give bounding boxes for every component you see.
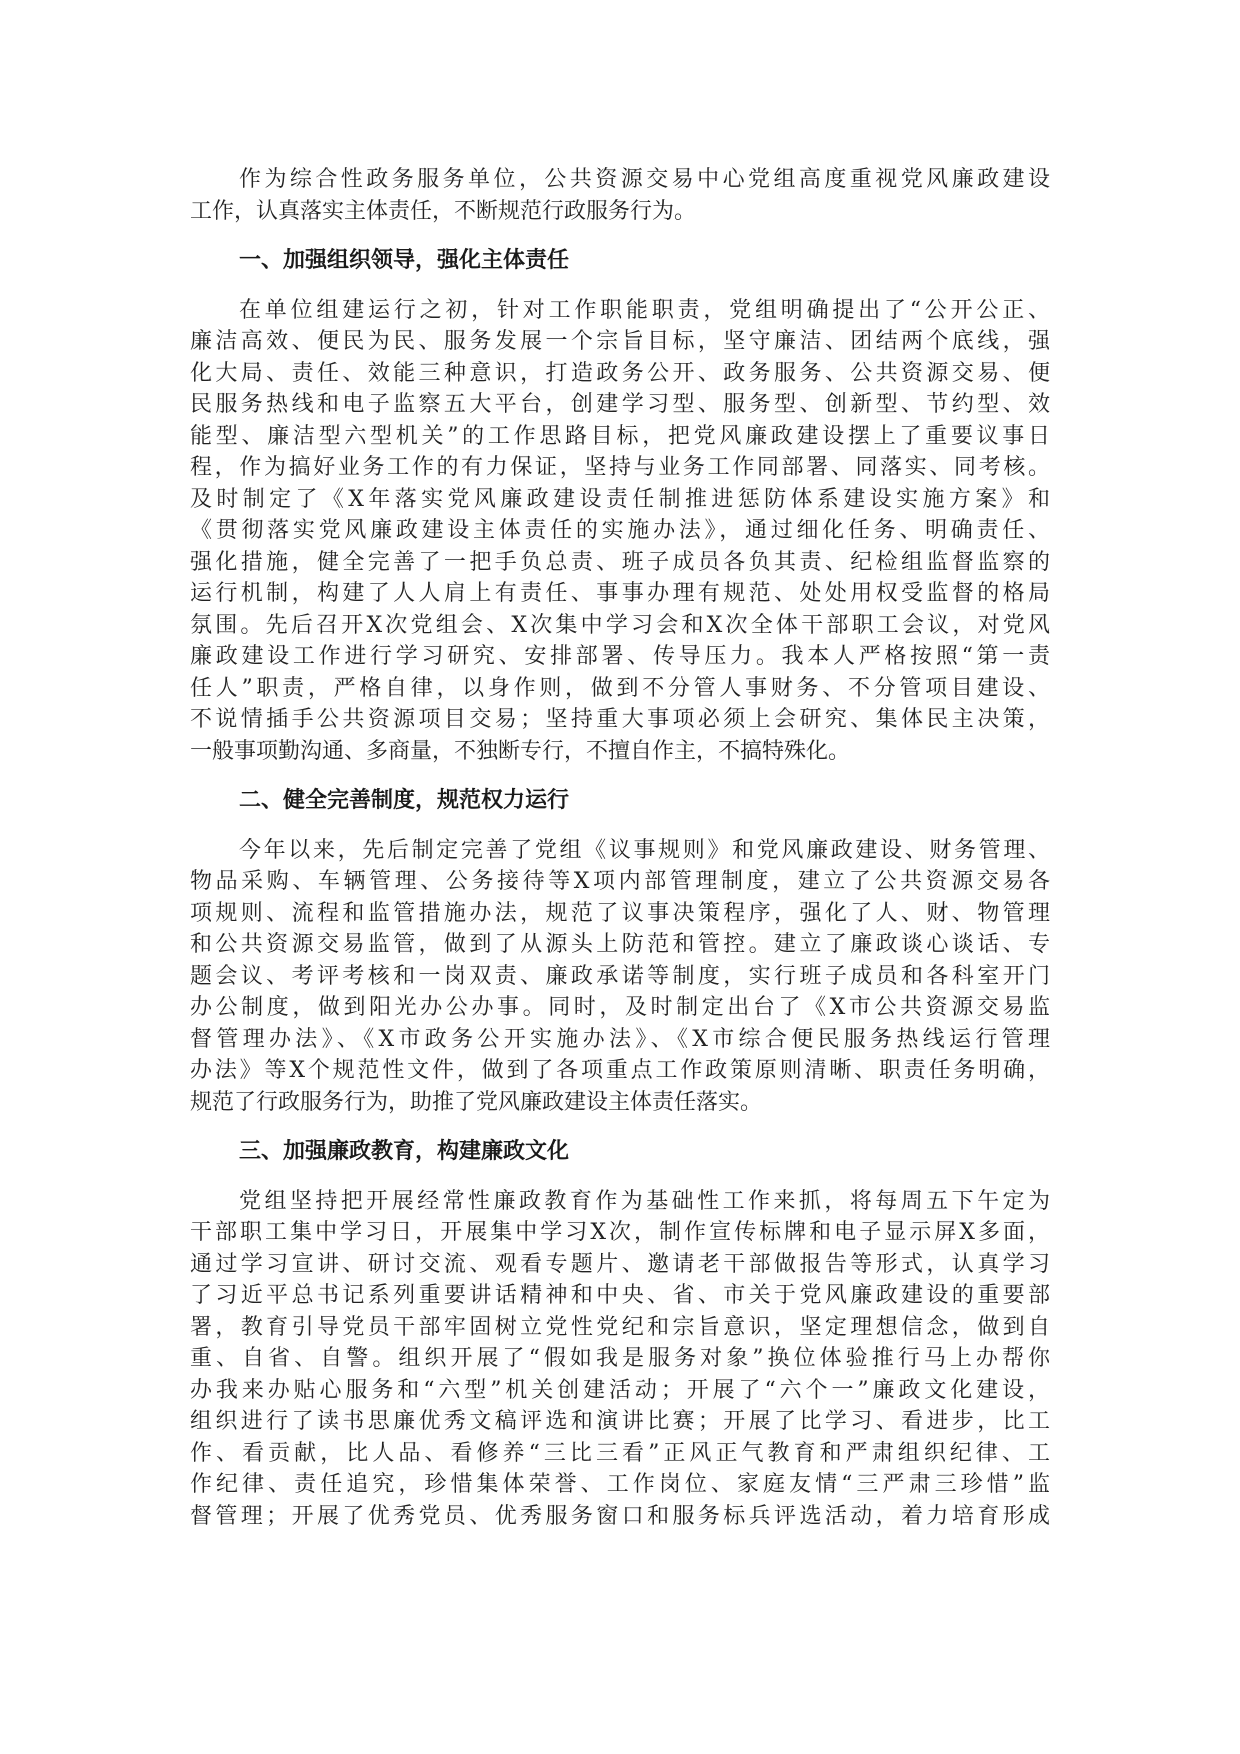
text-line: 党组坚持把开展经常性廉政教育作为基础性工作来抓，将每周五下午定为	[239, 1188, 1050, 1214]
section-heading: 二、健全完善制度，规范权力运行	[239, 788, 570, 813]
text-line: 氛围。先后召开X次党组会、X次集中学习会和X次全体干部职工会议，对党风	[190, 612, 1050, 638]
text-line: 一般事项勤沟通、多商量，不独断专行，不擅自作主，不搞特殊化。	[190, 738, 851, 764]
text-line: 在单位组建运行之初，针对工作职能职责，党组明确提出了“公开公正、	[239, 297, 1050, 323]
text-line: 办我来办贴心服务和“六型”机关创建活动；开展了“六个一”廉政文化建设，	[190, 1377, 1050, 1403]
text-line: 重、自省、自警。组织开展了“假如我是服务对象”换位体验推行马上办帮你	[190, 1346, 1050, 1371]
text-line: 廉政建设工作进行学习研究、安排部署、传导压力。我本人严格按照“第一责	[190, 644, 1050, 669]
text-line: 项规则、流程和监管措施办法，规范了议事决策程序，强化了人、财、物管理	[190, 900, 1050, 926]
text-line: 能型、廉洁型六型机关”的工作思路目标，把党风廉政建设摆上了重要议事日	[190, 423, 1050, 449]
text-line: 强化措施，健全完善了一把手负总责、班子成员各负其责、纪检组监督监察的	[190, 549, 1050, 575]
section-heading: 三、加强廉政教育，构建廉政文化	[239, 1139, 570, 1164]
text-line: 规范了行政服务行为，助推了党风廉政建设主体责任落实。	[190, 1089, 763, 1115]
section-paragraph	[190, 1186, 1050, 1533]
text-line: 作、看贡献，比人品、看修养“三比三看”正风正气教育和严肃组织纪律、工	[190, 1440, 1050, 1466]
text-line: 不说情插手公共资源项目交易；坚持重大事项必须上会研究、集体民主决策，	[190, 707, 1050, 732]
text-line: 任人”职责，严格自律，以身作则，做到不分管人事财务、不分管项目建设、	[190, 675, 1050, 701]
text-line: 和公共资源交易监管，做到了从源头上防范和管控。建立了廉政谈心谈话、专	[190, 932, 1050, 957]
text-line: 督管理；开展了优秀党员、优秀服务窗口和服务标兵评选活动，着力培育形成	[190, 1503, 1050, 1529]
text-line: 署，教育引导党员干部牢固树立党性党纪和宗旨意识，坚定理想信念，做到自	[190, 1314, 1050, 1340]
text-line: 干部职工集中学习日，开展集中学习X次，制作宣传标牌和电子显示屏X多面，	[190, 1220, 1050, 1245]
text-line: 物品采购、车辆管理、公务接待等X项内部管理制度，建立了公共资源交易各	[190, 869, 1050, 894]
text-line: 组织进行了读书思廉优秀文稿评选和演讲比赛；开展了比学习、看进步，比工	[190, 1409, 1050, 1434]
text-line: 办法》等X个规范性文件，做到了各项重点工作政策原则清晰、职责任务明确，	[190, 1058, 1050, 1083]
text-line: 运行机制，构建了人人肩上有责任、事事办理有规范、处处用权受监督的格局	[190, 581, 1050, 606]
section-paragraph	[190, 835, 1050, 1119]
text-line: 今年以来，先后制定完善了党组《议事规则》和党风廉政建设、财务管理、	[239, 837, 1050, 863]
text-line: 程，作为搞好业务工作的有力保证，坚持与业务工作同部署、同落实、同考核。	[190, 455, 1050, 480]
intro-paragraph	[190, 164, 1050, 227]
text-line: 及时制定了《X年落实党风廉政建设责任制推进惩防体系建设实施方案》和	[190, 486, 1050, 512]
section-paragraph	[190, 295, 1050, 768]
text-line: 民服务热线和电子监察五大平台，创建学习型、服务型、创新型、节约型、效	[190, 392, 1050, 417]
text-line: 工作，认真落实主体责任，不断规范行政服务行为。	[190, 198, 697, 224]
text-line: 通过学习宣讲、研讨交流、观看专题片、邀请老干部做报告等形式，认真学习	[190, 1251, 1050, 1277]
section-heading: 一、加强组织领导，强化主体责任	[239, 248, 570, 273]
text-line: 办公制度，做到阳光办公办事。同时，及时制定出台了《X市公共资源交易监	[190, 995, 1050, 1020]
text-line: 化大局、责任、效能三种意识，打造政务公开、政务服务、公共资源交易、便	[190, 360, 1050, 386]
text-line: 廉洁高效、便民为民、服务发展一个宗旨目标，坚守廉洁、团结两个底线，强	[190, 329, 1050, 354]
text-line: 题会议、考评考核和一岗双责、廉政承诺等制度，实行班子成员和各科室开门	[190, 963, 1050, 989]
text-line: 《贯彻落实党风廉政建设主体责任的实施办法》，通过细化任务、明确责任、	[190, 518, 1050, 543]
text-line: 了习近平总书记系列重要讲话精神和中央、省、市关于党风廉政建设的重要部	[190, 1283, 1050, 1308]
text-line: 督管理办法》、《X市政务公开实施办法》、《X市综合便民服务热线运行管理	[190, 1026, 1050, 1052]
text-line: 作纪律、责任追究，珍惜集体荣誉、工作岗位、家庭友情“三严肃三珍惜”监	[190, 1472, 1050, 1497]
document-page	[190, 164, 1050, 1532]
text-line: 作为综合性政务服务单位，公共资源交易中心党组高度重视党风廉政建设	[239, 167, 1050, 192]
